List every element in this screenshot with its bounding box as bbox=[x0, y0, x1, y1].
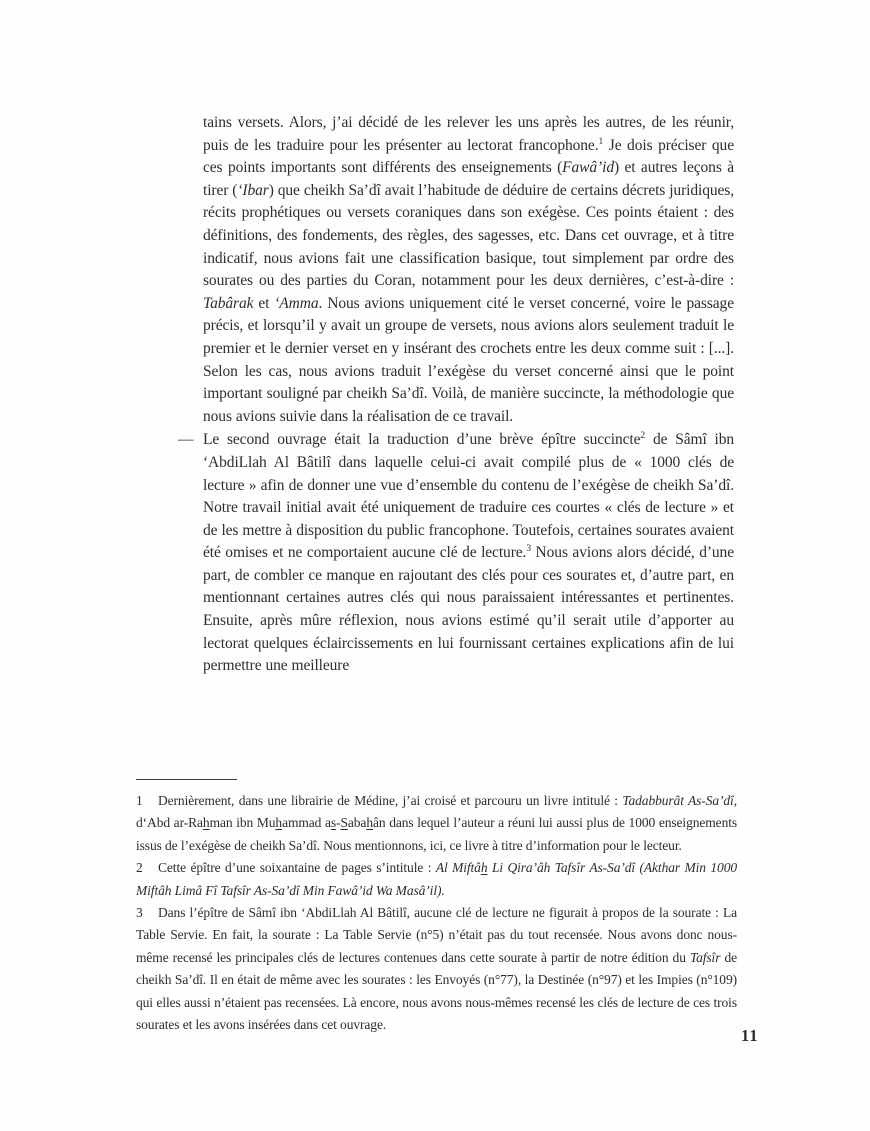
footnotes-section bbox=[136, 779, 737, 1036]
footnote-2 bbox=[136, 857, 737, 902]
footnote-number: 1 bbox=[136, 793, 143, 808]
footnote-divider bbox=[136, 779, 237, 780]
footnote-text: Dans l’épître de Sâmî ibn ‘AbdiLlah Al Bâtilî, aucune clé de lecture ne figurait à propos de la sourate : La Table Servie. En fait, la sourate : La Table Servie (n°5) n’était pas du tout recensée. Nous avons donc nous-même recensé les principales clés de lectures contenues dans cette sourate à partir de notre édition du Tafsîr de cheikh Sa’dî. Il en était de même avec les sourates : les Envoyés (n°77), la Destinée (n°97) et les Impies (n°109) qui elles aussi n’étaient pas recensées. Là encore, nous avons nous-mêmes recensé les clés de lecture de ces trois sourates et les avons insérées dans cet ouvrage. bbox=[136, 905, 737, 1033]
footnote-text: Cette épître d’une soixantaine de pages s’intitule : Al Miftâh Li Qira’âh Tafsîr As-Sa’dî (Akthar Min 1000 Miftâh Limâ Fî Tafsîr As-Sa’dî Min Fawâ’id Wa Masâ’il). bbox=[136, 860, 737, 898]
footnote-number: 2 bbox=[136, 860, 143, 876]
page-number: 11 bbox=[741, 1026, 759, 1045]
footnote-text: Dernièrement, dans une librairie de Médine, j’ai croisé et parcouru un livre intitulé : Tadabburât As-Sa’dî, d‘Abd ar-Rahman ibn Muhammad as-Sabahân dans lequel l’auteur a réuni lui aussi plus de 1000 enseignements issus de l’exégèse de cheikh Sa’dî. Nous mentionnons, ici, ce livre à titre d’information pour le lecteur. bbox=[136, 793, 738, 853]
footnote-number: 3 bbox=[136, 905, 143, 921]
em-dash: — bbox=[178, 431, 194, 449]
footnote-3 bbox=[136, 902, 737, 1036]
page-body bbox=[178, 112, 735, 678]
list-item-text: Le second ouvrage était la traduction d’une brève épître succincte$^2$ de Sâmî ibn ‘AbdiLlah Al Bâtilî dans laquelle celui-ci avait compilé plus de « 1000 clés de lecture » afin de donner une vue d’ensemble du contenu de l’exégèse de cheikh Sa’dî. Notre travail initial avait été uniquement de traduire ces courtes « clés de lecture » et de les mettre à disposition du public francophone. Toutefois, certaines sourates avaient été omises et ne comportaient aucune clé de lecture.$^3$ Nous avions alors décidé, d’une part, de combler ce manque en rajoutant des clés pour ces sourates et, d’autre part, en mentionnant certaines autres clés qui nous paraissaient intéressantes et pertinentes. Ensuite, après mûre réflexion, nous avions estimé qu’il serait utile d’apporter au lectorat quelques éclaircissements en lui fournissant certaines explications afin de lui permettre une meilleure bbox=[203, 430, 735, 675]
list-item-paragraph bbox=[178, 429, 735, 678]
paragraph-continuation: tains versets. Alors, j’ai décidé de les relever les uns après les autres, de les réunir, puis de les traduire pour les présenter au lectorat francophone.$^1$ Je dois préciser que ces points importants sont différents des enseignements (Fawâ’id) et autres leçons à tirer (‘Ibar) que cheikh Sa’dî avait l’habitude de déduire de certains décrets juridiques, récits prophétiques ou versets coraniques dans son exégèse. Ces points étaient : des définitions, des fondements, des règles, des sagesses, etc. Dans cet ouvrage, et à titre indicatif, nous avions fait une classification basique, tout simplement par ordre des sourates ou des parties du Coran, notamment pour les deux dernières, c’est-à-dire : Tabârak et ‘Amma. Nous avions uniquement cité le verset concerné, voire le passage précis, et lorsqu’il y avait un groupe de versets, nous avions alors seulement traduit le premier et le dernier verset en y insérant des crochets entre les deux comme suit : [...]. Selon les cas, nous avions traduit l’exégèse du verset concerné ainsi que le point important souligné par cheikh Sa’dî. Voilà, de manière succincte, la méthodologie que nous avions suivie dans la réalisation de ce travail. bbox=[203, 114, 734, 425]
footnote-1 bbox=[136, 790, 737, 857]
